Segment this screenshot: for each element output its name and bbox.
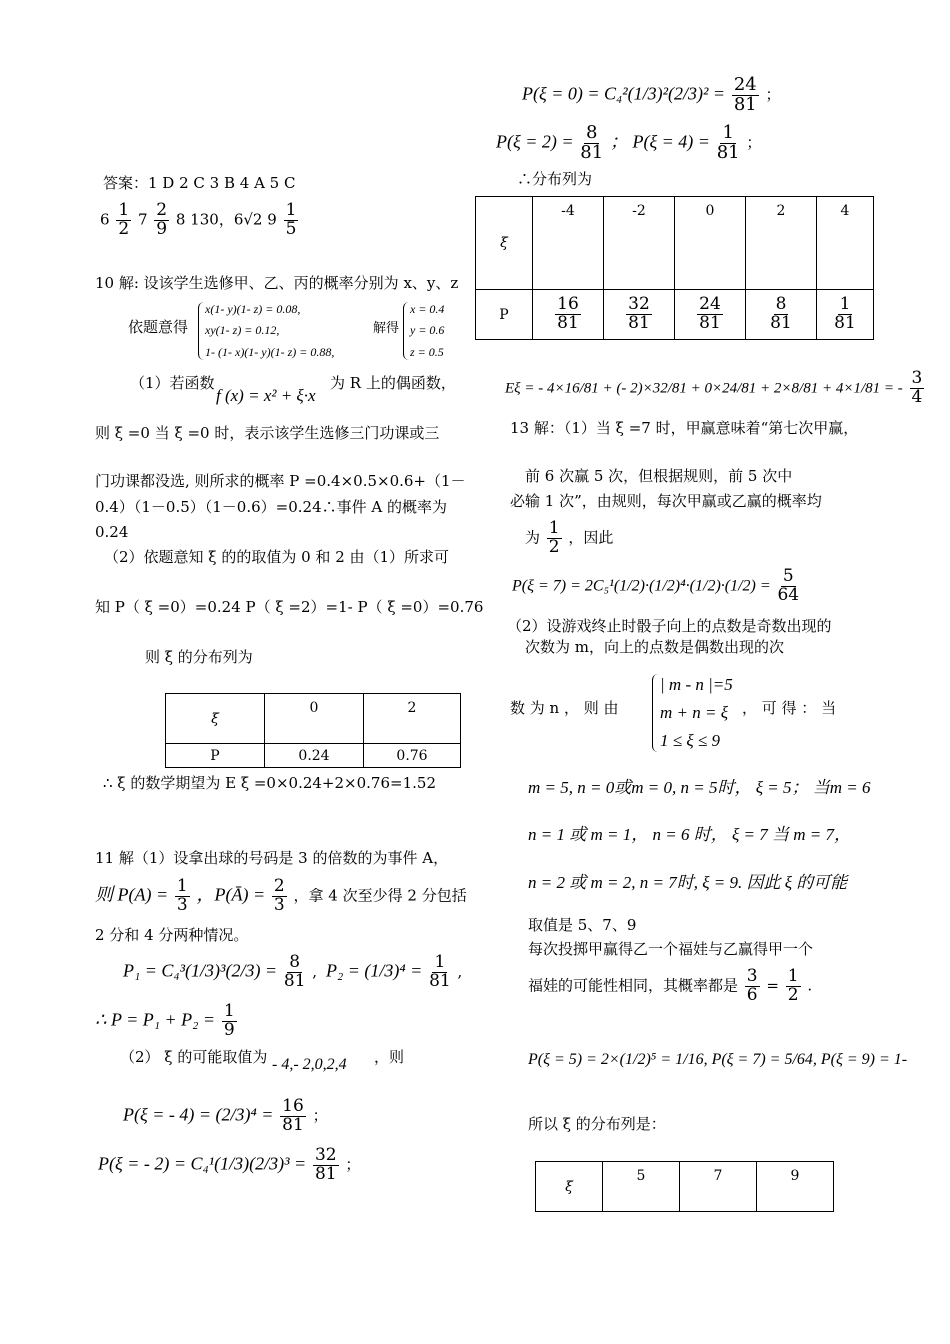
table-cell: ξ: [166, 694, 265, 744]
q13-line-10: n = 2 或 m = 2, n = 7时, ξ = 9. 因此 ξ 的可能: [528, 873, 848, 892]
table-cell: 2: [746, 197, 817, 290]
q11-part2-values: - 4,- 2,0,2,4: [272, 1056, 347, 1073]
q11-part2-a: （2） ξ 的可能取值为: [120, 1048, 268, 1066]
q9-label: 9: [267, 210, 277, 229]
table-cell: $\frac{8}{81}$: [746, 290, 817, 340]
q11-line-1: 11 解（1）设拿出球的号码是 3 的倍数的为事件 A，: [95, 849, 449, 867]
table-cell: -4: [533, 197, 604, 290]
q10-sol-brace: [403, 302, 410, 360]
table-cell: 5: [603, 1162, 680, 1212]
q10-line-5: 0.24: [95, 523, 129, 541]
q13-line-8: m = 5, n = 0或m = 0, n = 5时， ξ = 5； 当m = 6: [528, 778, 871, 797]
q13-line-12: 每次投掷甲赢得乙一个福娃与乙赢得甲一个: [528, 940, 814, 958]
q6-fraction: $\frac{1}{2}$: [118, 200, 130, 239]
q13-line-3: 必输 1 次”，由规则，每次甲赢或乙赢的概率均: [510, 492, 822, 510]
q13-distribution-table: [535, 1161, 834, 1212]
q6-label: 6: [100, 210, 110, 229]
q13-line-7a: 数 为 n ， 则 由: [510, 699, 619, 717]
table-cell: 0: [675, 197, 746, 290]
expectation: Eξ = - 4×16/81 + (- 2)×32/81 + 0×24/81 + 2×8/81 + 4×1/81 = - $\frac{3}{4}$: [505, 368, 923, 407]
q11-part2-c: ，则: [374, 1048, 405, 1066]
table-cell: P: [166, 744, 265, 768]
table-cell: P: [476, 290, 533, 340]
q13-line-7b: ， 可 得 ： 当: [742, 699, 837, 717]
q10-eq-1: x(1- y)(1- z) = 0.08,: [205, 302, 301, 316]
q7-fraction: $\frac{2}{9}$: [156, 200, 168, 239]
table-cell: ξ: [476, 197, 533, 290]
q13-eq-3: 1 ≤ ξ ≤ 9: [660, 731, 720, 750]
table-cell: ξ: [536, 1162, 603, 1212]
q13-line-14: 所以 ξ 的分布列是：: [528, 1115, 666, 1133]
q13-p7: P(ξ = 7) = 2C₅¹(1/2)·(1/2)⁴·(1/2)·(1/2) = $\frac{5}{64}$: [512, 566, 800, 605]
q10-line-4: 0.4）（1－0.5）（1－0.6）=0.24∴事件 A 的概率为: [95, 498, 447, 516]
q11-p-minus2: P(ξ = - 2) = C₄¹(1/3)(2/3)³ = $\frac{32}{81}$ ；: [98, 1145, 361, 1184]
q13-line-5: （2）设游戏终止时骰子向上的点数是奇数出现的: [507, 617, 832, 635]
q13-line-2: 前 6 次赢 5 次，但根据规则，前 5 次中: [525, 467, 793, 485]
table-cell: $\frac{24}{81}$: [675, 290, 746, 340]
q11-p1: P₁ = C₄³(1/3)³(2/3) = $\frac{8}{81}$ ,: [123, 952, 318, 991]
q13-line-13: 福娃的可能性相同，其概率都是 $\frac{3}{6}$ = $\frac{1}{2}$ .: [528, 966, 813, 1005]
table-cell: 0.76: [364, 744, 461, 768]
q10-jiede: 解得: [373, 321, 400, 336]
dist-label: ∴分布列为: [517, 170, 593, 188]
answers-line-2: [100, 202, 300, 239]
table-cell: -2: [604, 197, 675, 290]
q10-eq-2: xy(1- z) = 0.12,: [205, 323, 280, 337]
q10-intro: 10 解: 设该学生选修甲、乙、丙的概率分别为 x、y、z: [95, 274, 459, 292]
q13-line-6: 次数为 m，向上的点数是偶数出现的次: [525, 638, 784, 656]
table-cell: $\frac{1}{81}$: [817, 290, 874, 340]
q11-p2: P₂ = (1/3)⁴ = $\frac{1}{81}$ ,: [326, 952, 463, 991]
q10-sol-z: z = 0.5: [410, 345, 444, 359]
table-cell: $\frac{16}{81}$: [533, 290, 604, 340]
q10-eq-3: 1- (1- x)(1- y)(1- z) = 0.88,: [205, 345, 335, 359]
q13-eq-1: | m - n |=5: [660, 675, 733, 694]
q13-p-values: P(ξ = 5) = 2×(1/2)⁵ = 1/16, P(ξ = 7) = 5/64, P(ξ = 9) = 1-: [528, 1051, 908, 1068]
q11-p-total: ∴ P = P₁ + P₂ = $\frac{1}{9}$: [95, 1001, 235, 1040]
q10-part1-a: （1）若函数: [130, 374, 215, 392]
table-cell: 9: [757, 1162, 834, 1212]
answers-line: 答案：1 D 2 C 3 B 4 A 5 C: [103, 174, 296, 192]
q13-line-11: 取值是 5、7、9: [528, 916, 637, 934]
p-zero: P(ξ = 0) = C₄²(1/3)²(2/3)² = $\frac{24}{81}$ ；: [522, 74, 781, 115]
q13-line-4: 为 $\frac{1}{2}$ ，因此: [525, 518, 614, 557]
q10-line-8: 则 ξ 的分布列为: [145, 648, 253, 666]
q9-fraction: $\frac{1}{5}$: [285, 200, 297, 239]
q10-line-7: 知 P（ ξ =0）=0.24 P（ ξ =2）=1- P（ ξ =0）=0.76: [95, 598, 484, 616]
q10-part1-fx: f (x) = x² + ξ·x: [216, 386, 316, 405]
table-cell: 4: [817, 197, 874, 290]
q13-eq-2: m + n = ξ: [660, 703, 728, 722]
table-cell: 0.24: [265, 744, 364, 768]
q10-line-3: 门功课都没选, 则所求的概率 P =0.4×0.5×0.6+（1－: [95, 472, 466, 490]
q11-line-2: 则 P(A) = $\frac{1}{3}$ ，P(Ā) = $\frac{2}{3}$ ，拿 4 次至少得 2 分包括: [95, 876, 467, 915]
q10-sol-y: y = 0.6: [410, 323, 445, 337]
q10-yiti: 依题意得: [128, 318, 189, 336]
q10-line-2: 则 ξ =0 当 ξ =0 时，表示该学生选修三门功课或三: [95, 424, 440, 442]
q13-line-9: n = 1 或 m = 1， n = 6 时， ξ = 7 当 m = 7，: [528, 825, 851, 844]
q10-part1-b: 为 R 上的偶函数，: [330, 374, 456, 392]
p-two-four: P(ξ = 2) = $\frac{8}{81}$ ； P(ξ = 4) = $\frac{1}{81}$ ；: [496, 122, 762, 163]
table-cell: 7: [680, 1162, 757, 1212]
q11-distribution-table: [475, 196, 874, 340]
q13-brace: [652, 674, 659, 752]
q8-label: 8 130，6: [175, 210, 244, 229]
q10-line-6: （2）依题意知 ξ 的的取值为 0 和 2 由（1）所求可: [104, 548, 450, 566]
q11-p-minus4: P(ξ = - 4) = (2/3)⁴ = $\frac{16}{81}$ ；: [123, 1096, 328, 1135]
q13-line-1: 13 解：（1）当 ξ =7 时，甲赢意味着“第七次甲赢，: [510, 419, 859, 437]
q10-brace: [198, 302, 205, 360]
q10-distribution-table: [165, 693, 461, 768]
q10-sol-x: x = 0.4: [410, 302, 445, 316]
table-cell: 0: [265, 694, 364, 744]
q11-line-3: 2 分和 4 分两种情况。: [95, 926, 249, 944]
q8-root: √2: [243, 210, 263, 229]
table-cell: 2: [364, 694, 461, 744]
table-cell: $\frac{32}{81}$: [604, 290, 675, 340]
q10-expectation: ∴ ξ 的数学期望为 E ξ =0×0.24+2×0.76=1.52: [103, 774, 436, 792]
q7-label: 7: [137, 210, 148, 229]
